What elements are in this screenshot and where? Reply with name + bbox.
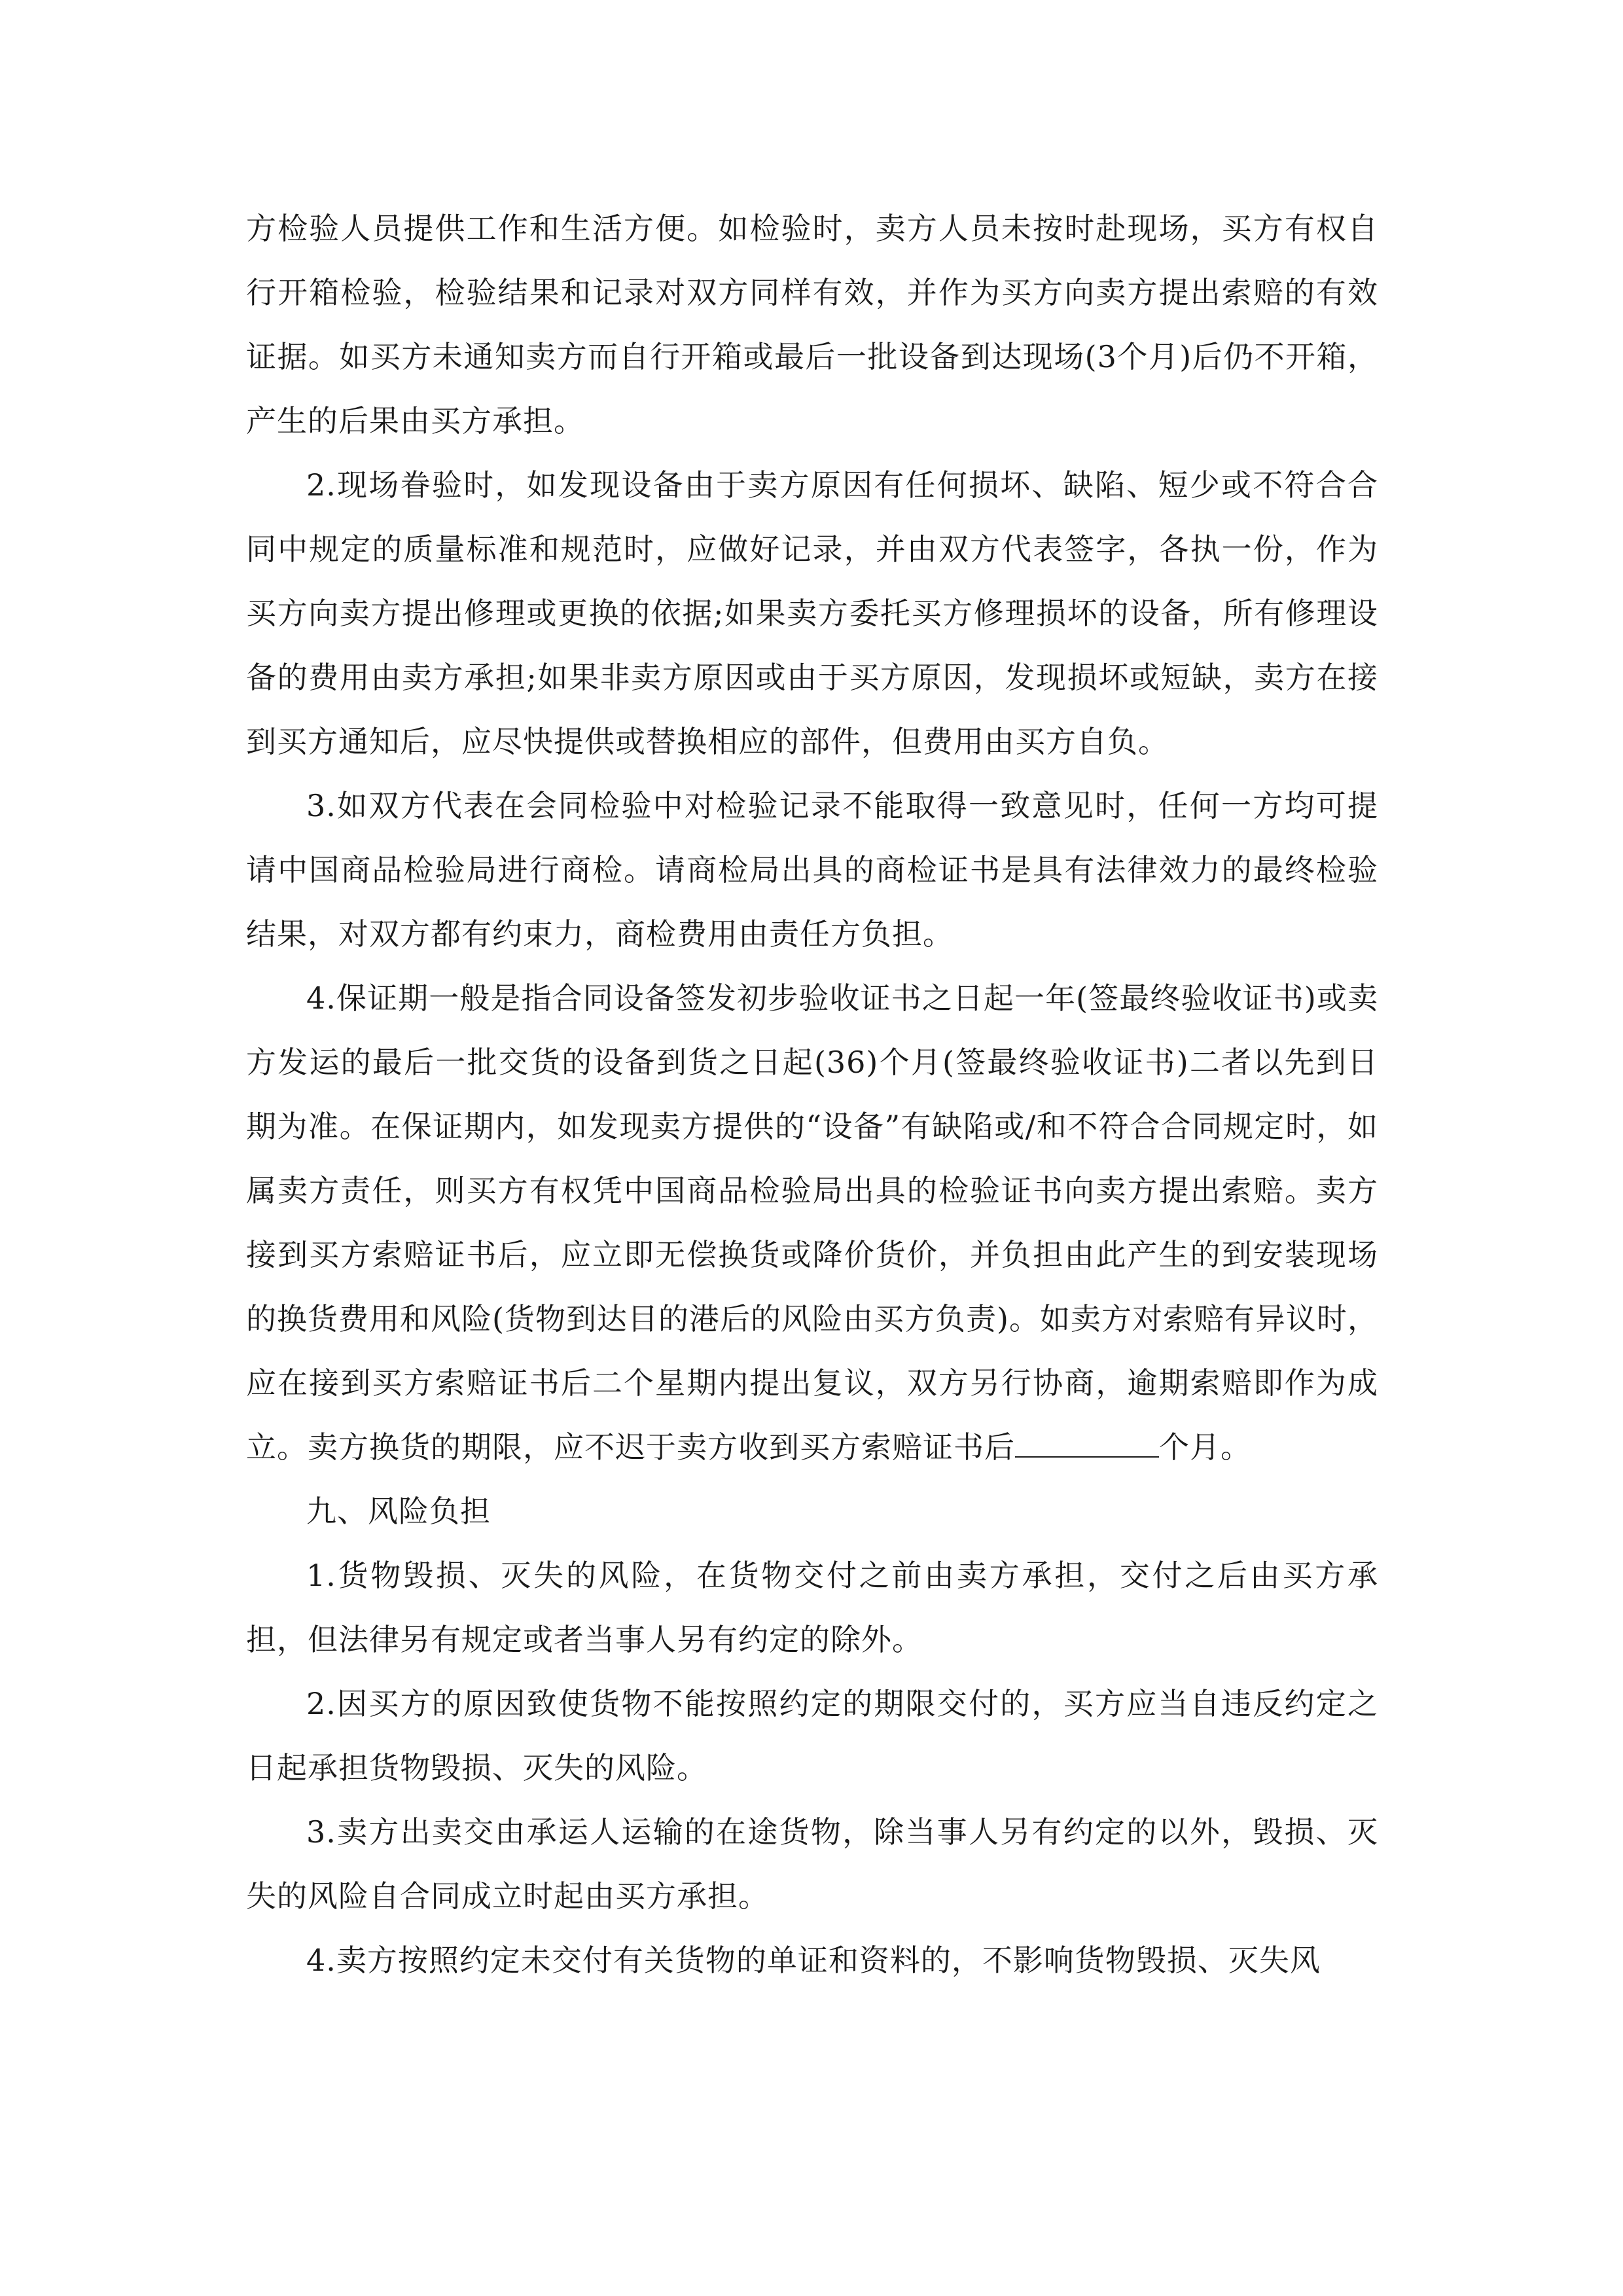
document-page: [246, 196, 1378, 1992]
section-heading-risk: 九、风险负担: [306, 1494, 491, 1529]
risk-item-3: 3.卖方出卖交由承运人运输的在途货物，除当事人另有约定的以外，毁损、灭失的风险自合同成立时起由买方承担。: [246, 1814, 1378, 1914]
risk-item-2: 2.因买方的原因致使货物不能按照约定的期限交付的，买方应当自违反约定之日起承担货物毁损、灭失的风险。: [246, 1686, 1378, 1785]
fill-in-blank: [1015, 1430, 1159, 1458]
risk-item-1: 1.货物毁损、灭失的风险，在货物交付之前由卖方承担，交付之后由买方承担，但法律另有规定或者当事人另有约定的除外。: [246, 1558, 1378, 1657]
paragraph-continuation: 方检验人员提供工作和生活方便。如检验时，卖方人员未按时赴现场，买方有权自行开箱检验，检验结果和记录对双方同样有效，并作为买方向卖方提出索赔的有效证据。如买方未通知卖方而自行开箱或最后一批设备到达现场(3个月)后仍不开箱，产生的后果由买方承担。: [246, 211, 1378, 439]
paragraph-item-3: 3.如双方代表在会同检验中对检验记录不能取得一致意见时，任何一方均可提请中国商品检验局进行商检。请商检局出具的商检证书是具有法律效力的最终检验结果，对双方都有约束力，商检费用由责任方负担。: [246, 788, 1378, 952]
paragraph-item-4-tail: 个月。: [1159, 1429, 1251, 1465]
paragraph-item-4: [246, 966, 1378, 1479]
paragraph-item-2: 2.现场眷验时，如发现设备由于卖方原因有任何损坏、缺陷、短少或不符合合同中规定的质量标准和规范时，应做好记录，并由双方代表签字，各执一份，作为买方向卖方提出修理或更换的依据;如果卖方委托买方修理损坏的设备，所有修理设备的费用由卖方承担;如果非卖方原因或由于买方原因，发现损坏或短缺，卖方在接到买方通知后，应尽快提供或替换相应的部件，但费用由买方自负。: [246, 467, 1378, 759]
paragraph-item-4-text: 4.保证期一般是指合同设备签发初步验收证书之日起一年(签最终验收证书)或卖方发运的最后一批交货的设备到货之日起(36)个月(签最终验收证书)二者以先到日期为准。在保证期内，如发现卖方提供的“设备”有缺陷或/和不符合合同规定时，如属卖方责任，则买方有权凭中国商品检验局出具的检验证书向卖方提出索赔。卖方接到买方索赔证书后，应立即无偿换货或降价货价，并负担由此产生的到安装现场的换货费用和风险(货物到达目的港后的风险由买方负责)。如卖方对索赔有异议时，应在接到买方索赔证书后二个星期内提出复议，双方另行协商，逾期索赔即作为成立。卖方换货的期限，应不迟于卖方收到买方索赔证书后: [246, 980, 1378, 1465]
risk-item-4: 4.卖方按照约定未交付有关货物的单证和资料的，不影响货物毁损、灭失风: [306, 1943, 1321, 1978]
